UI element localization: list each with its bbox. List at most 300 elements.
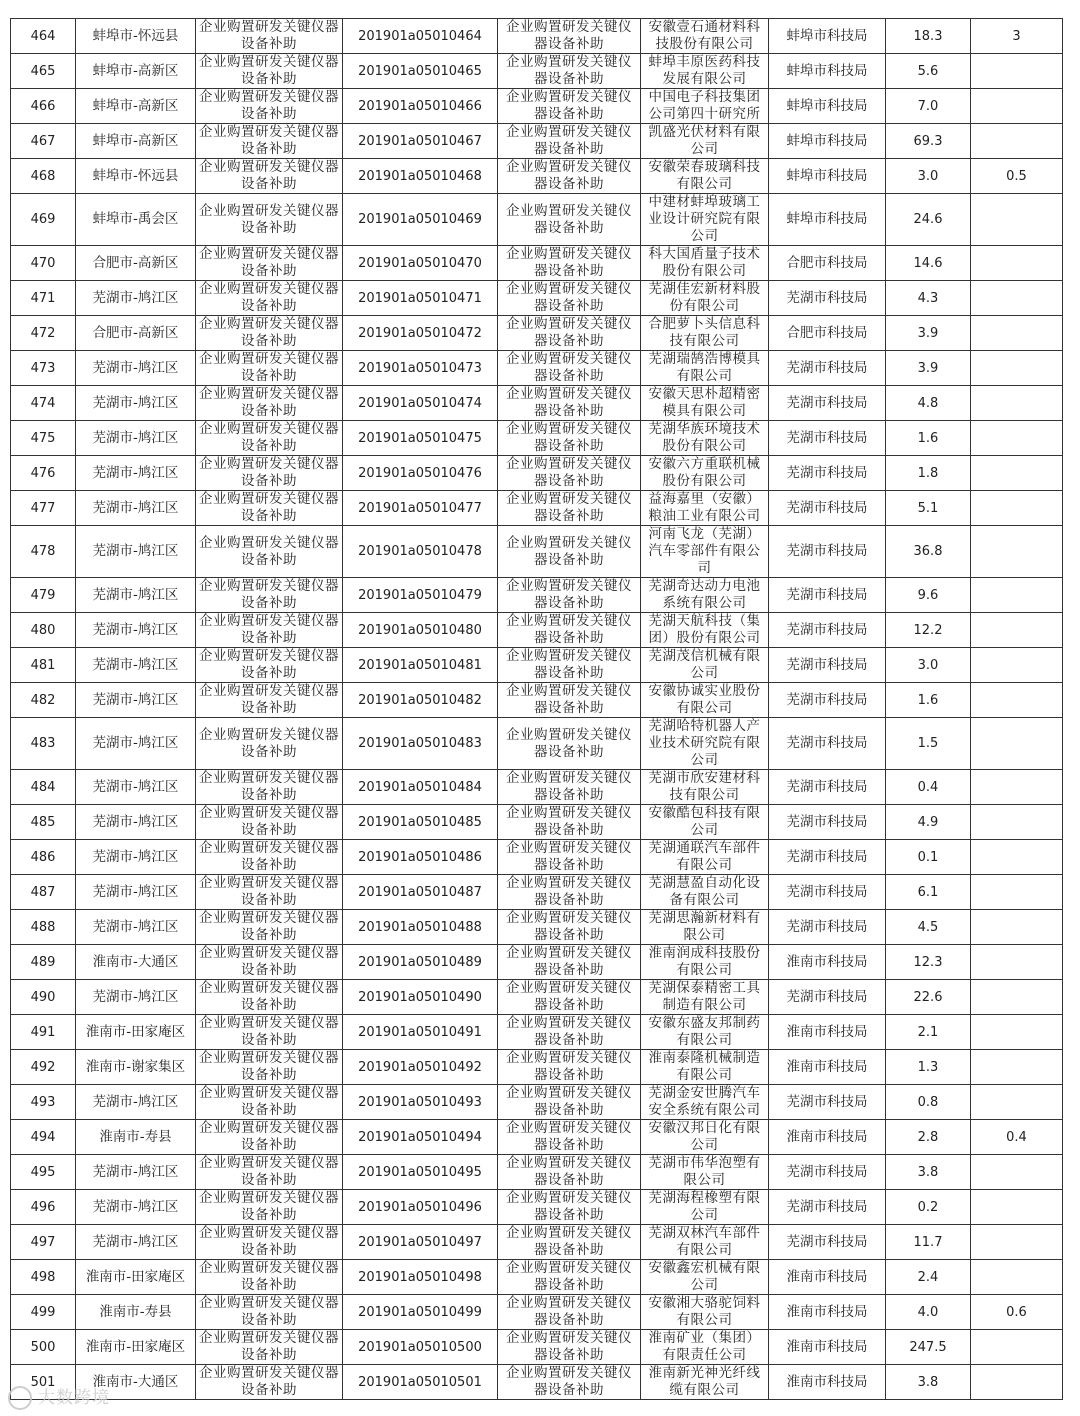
cell-company-name: 芜湖奇达动力电池系统有限公司 bbox=[641, 578, 769, 613]
table-row bbox=[11, 19, 1063, 54]
cell-recommending-unit: 芜湖市科技局 bbox=[769, 386, 886, 421]
cell-project-category: 企业购置研发关键仪器设备补助 bbox=[196, 1015, 343, 1050]
cell-project-code: 201901a05010487 bbox=[343, 875, 498, 910]
cell-company-name: 安徽荣春玻璃科技有限公司 bbox=[641, 159, 769, 194]
cell-region: 芜湖市-鸠江区 bbox=[76, 1085, 196, 1120]
cell-row-index: 494 bbox=[11, 1120, 76, 1155]
cell-region: 芜湖市-鸠江区 bbox=[76, 421, 196, 456]
table-row bbox=[11, 386, 1063, 421]
cell-row-index: 486 bbox=[11, 840, 76, 875]
table-row bbox=[11, 648, 1063, 683]
table-row bbox=[11, 456, 1063, 491]
cell-row-index: 492 bbox=[11, 1050, 76, 1085]
cell-project-category: 企业购置研发关键仪器设备补助 bbox=[196, 281, 343, 316]
cell-recommending-unit: 淮南市科技局 bbox=[769, 1330, 886, 1365]
cell-project-category: 企业购置研发关键仪器设备补助 bbox=[196, 1155, 343, 1190]
cell-region: 芜湖市-鸠江区 bbox=[76, 578, 196, 613]
table-row bbox=[11, 718, 1063, 770]
table-row bbox=[11, 491, 1063, 526]
cell-extra-amount bbox=[971, 421, 1063, 456]
cell-company-name: 安徽东盛友邦制药有限公司 bbox=[641, 1015, 769, 1050]
cell-project-code: 201901a05010476 bbox=[343, 456, 498, 491]
cell-extra-amount bbox=[971, 351, 1063, 386]
cell-project-code: 201901a05010481 bbox=[343, 648, 498, 683]
cell-subsidy-amount: 1.3 bbox=[886, 1050, 971, 1085]
cell-project-category: 企业购置研发关键仪器设备补助 bbox=[196, 1190, 343, 1225]
cell-extra-amount bbox=[971, 1260, 1063, 1295]
cell-row-index: 482 bbox=[11, 683, 76, 718]
cell-subsidy-amount: 0.4 bbox=[886, 770, 971, 805]
cell-project-code: 201901a05010494 bbox=[343, 1120, 498, 1155]
cell-region: 芜湖市-鸠江区 bbox=[76, 805, 196, 840]
cell-row-index: 471 bbox=[11, 281, 76, 316]
cell-support-direction: 企业购置研发关键仪器设备补助 bbox=[498, 1225, 641, 1260]
cell-company-name: 芜湖保泰精密工具制造有限公司 bbox=[641, 980, 769, 1015]
cell-project-category: 企业购置研发关键仪器设备补助 bbox=[196, 1295, 343, 1330]
cell-recommending-unit: 淮南市科技局 bbox=[769, 1050, 886, 1085]
cell-recommending-unit: 芜湖市科技局 bbox=[769, 491, 886, 526]
table-row bbox=[11, 980, 1063, 1015]
table-row bbox=[11, 910, 1063, 945]
table-row bbox=[11, 1015, 1063, 1050]
cell-company-name: 芜湖市伟华泡塑有限公司 bbox=[641, 1155, 769, 1190]
cell-support-direction: 企业购置研发关键仪器设备补助 bbox=[498, 980, 641, 1015]
cell-project-category: 企业购置研发关键仪器设备补助 bbox=[196, 526, 343, 578]
cell-support-direction: 企业购置研发关键仪器设备补助 bbox=[498, 159, 641, 194]
cell-recommending-unit: 芜湖市科技局 bbox=[769, 805, 886, 840]
cell-row-index: 477 bbox=[11, 491, 76, 526]
cell-region: 芜湖市-鸠江区 bbox=[76, 648, 196, 683]
cell-project-code: 201901a05010501 bbox=[343, 1365, 498, 1400]
cell-row-index: 491 bbox=[11, 1015, 76, 1050]
cell-recommending-unit: 淮南市科技局 bbox=[769, 1295, 886, 1330]
cell-region: 合肥市-高新区 bbox=[76, 246, 196, 281]
cell-project-code: 201901a05010482 bbox=[343, 683, 498, 718]
cell-region: 淮南市-大通区 bbox=[76, 1365, 196, 1400]
cell-extra-amount bbox=[971, 1050, 1063, 1085]
cell-subsidy-amount: 4.3 bbox=[886, 281, 971, 316]
cell-project-code: 201901a05010478 bbox=[343, 526, 498, 578]
cell-project-category: 企业购置研发关键仪器设备补助 bbox=[196, 613, 343, 648]
cell-region: 芜湖市-鸠江区 bbox=[76, 526, 196, 578]
cell-recommending-unit: 蚌埠市科技局 bbox=[769, 19, 886, 54]
cell-row-index: 490 bbox=[11, 980, 76, 1015]
cell-project-category: 企业购置研发关键仪器设备补助 bbox=[196, 1365, 343, 1400]
cell-subsidy-amount: 4.5 bbox=[886, 910, 971, 945]
cell-extra-amount: 0.4 bbox=[971, 1120, 1063, 1155]
cell-extra-amount bbox=[971, 194, 1063, 246]
cell-project-category: 企业购置研发关键仪器设备补助 bbox=[196, 770, 343, 805]
cell-region: 芜湖市-鸠江区 bbox=[76, 1190, 196, 1225]
cell-company-name: 芜湖天航科技（集团）股份有限公司 bbox=[641, 613, 769, 648]
cell-project-code: 201901a05010472 bbox=[343, 316, 498, 351]
cell-region: 芜湖市-鸠江区 bbox=[76, 456, 196, 491]
cell-recommending-unit: 淮南市科技局 bbox=[769, 1260, 886, 1295]
cell-region: 芜湖市-鸠江区 bbox=[76, 840, 196, 875]
cell-support-direction: 企业购置研发关键仪器设备补助 bbox=[498, 281, 641, 316]
cell-extra-amount bbox=[971, 526, 1063, 578]
cell-company-name: 安徽壹石通材料科技股份有限公司 bbox=[641, 19, 769, 54]
cell-company-name: 淮南新光神光纤线缆有限公司 bbox=[641, 1365, 769, 1400]
table-row bbox=[11, 1365, 1063, 1400]
cell-project-code: 201901a05010500 bbox=[343, 1330, 498, 1365]
cell-row-index: 485 bbox=[11, 805, 76, 840]
table-row bbox=[11, 1260, 1063, 1295]
cell-row-index: 480 bbox=[11, 613, 76, 648]
cell-project-category: 企业购置研发关键仪器设备补助 bbox=[196, 386, 343, 421]
cell-row-index: 472 bbox=[11, 316, 76, 351]
cell-subsidy-amount: 2.8 bbox=[886, 1120, 971, 1155]
cell-support-direction: 企业购置研发关键仪器设备补助 bbox=[498, 805, 641, 840]
cell-recommending-unit: 淮南市科技局 bbox=[769, 945, 886, 980]
cell-row-index: 487 bbox=[11, 875, 76, 910]
cell-extra-amount bbox=[971, 840, 1063, 875]
cell-recommending-unit: 蚌埠市科技局 bbox=[769, 89, 886, 124]
cell-extra-amount bbox=[971, 683, 1063, 718]
cell-project-code: 201901a05010499 bbox=[343, 1295, 498, 1330]
cell-project-code: 201901a05010483 bbox=[343, 718, 498, 770]
cell-subsidy-amount: 12.3 bbox=[886, 945, 971, 980]
table-row bbox=[11, 526, 1063, 578]
cell-project-code: 201901a05010488 bbox=[343, 910, 498, 945]
cell-company-name: 安徽汉邦日化有限公司 bbox=[641, 1120, 769, 1155]
cell-support-direction: 企业购置研发关键仪器设备补助 bbox=[498, 89, 641, 124]
cell-recommending-unit: 蚌埠市科技局 bbox=[769, 54, 886, 89]
cell-subsidy-amount: 11.7 bbox=[886, 1225, 971, 1260]
cell-project-code: 201901a05010468 bbox=[343, 159, 498, 194]
cell-row-index: 501 bbox=[11, 1365, 76, 1400]
cell-project-code: 201901a05010497 bbox=[343, 1225, 498, 1260]
cell-support-direction: 企业购置研发关键仪器设备补助 bbox=[498, 1120, 641, 1155]
cell-subsidy-amount: 5.6 bbox=[886, 54, 971, 89]
table-row bbox=[11, 281, 1063, 316]
cell-region: 芜湖市-鸠江区 bbox=[76, 351, 196, 386]
cell-recommending-unit: 芜湖市科技局 bbox=[769, 1190, 886, 1225]
cell-row-index: 499 bbox=[11, 1295, 76, 1330]
cell-support-direction: 企业购置研发关键仪器设备补助 bbox=[498, 683, 641, 718]
cell-project-category: 企业购置研发关键仪器设备补助 bbox=[196, 1225, 343, 1260]
cell-project-code: 201901a05010492 bbox=[343, 1050, 498, 1085]
cell-recommending-unit: 芜湖市科技局 bbox=[769, 875, 886, 910]
cell-recommending-unit: 芜湖市科技局 bbox=[769, 526, 886, 578]
cell-company-name: 科大国盾量子技术股份有限公司 bbox=[641, 246, 769, 281]
cell-region: 芜湖市-鸠江区 bbox=[76, 980, 196, 1015]
cell-row-index: 493 bbox=[11, 1085, 76, 1120]
table-row bbox=[11, 875, 1063, 910]
watermark bbox=[8, 1383, 110, 1410]
cell-subsidy-amount: 2.4 bbox=[886, 1260, 971, 1295]
cell-recommending-unit: 淮南市科技局 bbox=[769, 1120, 886, 1155]
subsidy-table bbox=[10, 18, 1063, 1400]
cell-company-name: 安徽协诚实业股份有限公司 bbox=[641, 683, 769, 718]
cell-region: 芜湖市-鸠江区 bbox=[76, 718, 196, 770]
cell-support-direction: 企业购置研发关键仪器设备补助 bbox=[498, 1260, 641, 1295]
cell-project-code: 201901a05010490 bbox=[343, 980, 498, 1015]
table-row bbox=[11, 246, 1063, 281]
cell-region: 芜湖市-鸠江区 bbox=[76, 491, 196, 526]
cell-region: 淮南市-寿县 bbox=[76, 1295, 196, 1330]
cell-project-category: 企业购置研发关键仪器设备补助 bbox=[196, 648, 343, 683]
cell-region: 蚌埠市-高新区 bbox=[76, 89, 196, 124]
cell-row-index: 489 bbox=[11, 945, 76, 980]
cell-subsidy-amount: 1.8 bbox=[886, 456, 971, 491]
table-row bbox=[11, 1085, 1063, 1120]
cell-extra-amount bbox=[971, 648, 1063, 683]
cell-support-direction: 企业购置研发关键仪器设备补助 bbox=[498, 578, 641, 613]
cell-subsidy-amount: 3.0 bbox=[886, 159, 971, 194]
cell-row-index: 470 bbox=[11, 246, 76, 281]
cell-project-code: 201901a05010486 bbox=[343, 840, 498, 875]
cell-region: 合肥市-高新区 bbox=[76, 316, 196, 351]
cell-company-name: 益海嘉里（安徽）粮油工业有限公司 bbox=[641, 491, 769, 526]
table-row bbox=[11, 351, 1063, 386]
cell-extra-amount bbox=[971, 578, 1063, 613]
table-row bbox=[11, 316, 1063, 351]
cell-extra-amount bbox=[971, 980, 1063, 1015]
cell-subsidy-amount: 1.6 bbox=[886, 421, 971, 456]
cell-project-category: 企业购置研发关键仪器设备补助 bbox=[196, 246, 343, 281]
cell-subsidy-amount: 0.8 bbox=[886, 1085, 971, 1120]
cell-project-category: 企业购置研发关键仪器设备补助 bbox=[196, 1085, 343, 1120]
cell-recommending-unit: 芜湖市科技局 bbox=[769, 840, 886, 875]
table-row bbox=[11, 1155, 1063, 1190]
table-row bbox=[11, 159, 1063, 194]
cell-row-index: 484 bbox=[11, 770, 76, 805]
cell-company-name: 中建材蚌埠玻璃工业设计研究院有限公司 bbox=[641, 194, 769, 246]
cell-subsidy-amount: 24.6 bbox=[886, 194, 971, 246]
cell-extra-amount bbox=[971, 246, 1063, 281]
cell-extra-amount bbox=[971, 124, 1063, 159]
table-row bbox=[11, 1225, 1063, 1260]
cell-company-name: 芜湖市欣安建材科技有限公司 bbox=[641, 770, 769, 805]
cell-support-direction: 企业购置研发关键仪器设备补助 bbox=[498, 718, 641, 770]
cell-project-category: 企业购置研发关键仪器设备补助 bbox=[196, 980, 343, 1015]
cell-support-direction: 企业购置研发关键仪器设备补助 bbox=[498, 194, 641, 246]
cell-extra-amount: 3 bbox=[971, 19, 1063, 54]
cell-company-name: 安徽湘大骆驼饲料有限公司 bbox=[641, 1295, 769, 1330]
cell-subsidy-amount: 0.2 bbox=[886, 1190, 971, 1225]
cell-project-category: 企业购置研发关键仪器设备补助 bbox=[196, 316, 343, 351]
subsidy-table-sheet bbox=[10, 18, 1062, 1400]
cell-company-name: 芜湖海程橡塑有限公司 bbox=[641, 1190, 769, 1225]
watermark-logo-icon bbox=[8, 1386, 32, 1410]
cell-support-direction: 企业购置研发关键仪器设备补助 bbox=[498, 840, 641, 875]
cell-recommending-unit: 芜湖市科技局 bbox=[769, 980, 886, 1015]
cell-row-index: 496 bbox=[11, 1190, 76, 1225]
cell-project-code: 201901a05010479 bbox=[343, 578, 498, 613]
cell-region: 芜湖市-鸠江区 bbox=[76, 1155, 196, 1190]
cell-company-name: 芜湖华族环境技术股份有限公司 bbox=[641, 421, 769, 456]
cell-support-direction: 企业购置研发关键仪器设备补助 bbox=[498, 246, 641, 281]
cell-support-direction: 企业购置研发关键仪器设备补助 bbox=[498, 945, 641, 980]
cell-region: 蚌埠市-高新区 bbox=[76, 54, 196, 89]
cell-project-category: 企业购置研发关键仪器设备补助 bbox=[196, 194, 343, 246]
cell-subsidy-amount: 1.5 bbox=[886, 718, 971, 770]
cell-recommending-unit: 芜湖市科技局 bbox=[769, 1155, 886, 1190]
cell-project-code: 201901a05010493 bbox=[343, 1085, 498, 1120]
cell-support-direction: 企业购置研发关键仪器设备补助 bbox=[498, 316, 641, 351]
cell-company-name: 淮南泰隆机械制造有限公司 bbox=[641, 1050, 769, 1085]
cell-subsidy-amount: 3.0 bbox=[886, 648, 971, 683]
cell-project-code: 201901a05010498 bbox=[343, 1260, 498, 1295]
cell-project-code: 201901a05010484 bbox=[343, 770, 498, 805]
cell-recommending-unit: 芜湖市科技局 bbox=[769, 351, 886, 386]
table-row bbox=[11, 945, 1063, 980]
cell-extra-amount bbox=[971, 910, 1063, 945]
cell-row-index: 497 bbox=[11, 1225, 76, 1260]
cell-row-index: 483 bbox=[11, 718, 76, 770]
cell-extra-amount bbox=[971, 1225, 1063, 1260]
cell-extra-amount bbox=[971, 316, 1063, 351]
cell-support-direction: 企业购置研发关键仪器设备补助 bbox=[498, 351, 641, 386]
cell-support-direction: 企业购置研发关键仪器设备补助 bbox=[498, 1295, 641, 1330]
cell-extra-amount bbox=[971, 1085, 1063, 1120]
cell-support-direction: 企业购置研发关键仪器设备补助 bbox=[498, 421, 641, 456]
table-body bbox=[11, 19, 1063, 1400]
cell-project-category: 企业购置研发关键仪器设备补助 bbox=[196, 910, 343, 945]
cell-region: 芜湖市-鸠江区 bbox=[76, 386, 196, 421]
cell-recommending-unit: 芜湖市科技局 bbox=[769, 421, 886, 456]
cell-company-name: 安徽天思朴超精密模具有限公司 bbox=[641, 386, 769, 421]
cell-project-category: 企业购置研发关键仪器设备补助 bbox=[196, 491, 343, 526]
cell-support-direction: 企业购置研发关键仪器设备补助 bbox=[498, 770, 641, 805]
cell-subsidy-amount: 6.1 bbox=[886, 875, 971, 910]
cell-extra-amount bbox=[971, 1365, 1063, 1400]
cell-subsidy-amount: 36.8 bbox=[886, 526, 971, 578]
cell-project-category: 企业购置研发关键仪器设备补助 bbox=[196, 54, 343, 89]
cell-project-category: 企业购置研发关键仪器设备补助 bbox=[196, 19, 343, 54]
cell-project-category: 企业购置研发关键仪器设备补助 bbox=[196, 875, 343, 910]
cell-company-name: 芜湖金安世腾汽车安全系统有限公司 bbox=[641, 1085, 769, 1120]
cell-support-direction: 企业购置研发关键仪器设备补助 bbox=[498, 1330, 641, 1365]
cell-recommending-unit: 合肥市科技局 bbox=[769, 316, 886, 351]
cell-project-code: 201901a05010485 bbox=[343, 805, 498, 840]
cell-row-index: 488 bbox=[11, 910, 76, 945]
cell-row-index: 474 bbox=[11, 386, 76, 421]
cell-subsidy-amount: 7.0 bbox=[886, 89, 971, 124]
cell-recommending-unit: 芜湖市科技局 bbox=[769, 578, 886, 613]
cell-company-name: 安徽六方重联机械股份有限公司 bbox=[641, 456, 769, 491]
cell-extra-amount bbox=[971, 613, 1063, 648]
cell-subsidy-amount: 14.6 bbox=[886, 246, 971, 281]
cell-recommending-unit: 蚌埠市科技局 bbox=[769, 194, 886, 246]
table-row bbox=[11, 1190, 1063, 1225]
cell-subsidy-amount: 5.1 bbox=[886, 491, 971, 526]
cell-recommending-unit: 淮南市科技局 bbox=[769, 1365, 886, 1400]
cell-project-category: 企业购置研发关键仪器设备补助 bbox=[196, 718, 343, 770]
cell-row-index: 468 bbox=[11, 159, 76, 194]
cell-extra-amount bbox=[971, 281, 1063, 316]
cell-recommending-unit: 蚌埠市科技局 bbox=[769, 159, 886, 194]
cell-company-name: 芜湖慧盈自动化设备有限公司 bbox=[641, 875, 769, 910]
cell-project-category: 企业购置研发关键仪器设备补助 bbox=[196, 1330, 343, 1365]
cell-company-name: 安徽酷包科技有限公司 bbox=[641, 805, 769, 840]
cell-project-category: 企业购置研发关键仪器设备补助 bbox=[196, 683, 343, 718]
table-row bbox=[11, 1295, 1063, 1330]
cell-extra-amount bbox=[971, 1330, 1063, 1365]
cell-project-category: 企业购置研发关键仪器设备补助 bbox=[196, 456, 343, 491]
cell-row-index: 465 bbox=[11, 54, 76, 89]
table-row bbox=[11, 1050, 1063, 1085]
cell-project-code: 201901a05010467 bbox=[343, 124, 498, 159]
cell-support-direction: 企业购置研发关键仪器设备补助 bbox=[498, 875, 641, 910]
cell-subsidy-amount: 69.3 bbox=[886, 124, 971, 159]
cell-project-category: 企业购置研发关键仪器设备补助 bbox=[196, 578, 343, 613]
cell-extra-amount: 0.5 bbox=[971, 159, 1063, 194]
cell-row-index: 498 bbox=[11, 1260, 76, 1295]
cell-project-code: 201901a05010474 bbox=[343, 386, 498, 421]
cell-support-direction: 企业购置研发关键仪器设备补助 bbox=[498, 526, 641, 578]
cell-support-direction: 企业购置研发关键仪器设备补助 bbox=[498, 456, 641, 491]
cell-project-category: 企业购置研发关键仪器设备补助 bbox=[196, 351, 343, 386]
cell-company-name: 芜湖佳宏新材料股份有限公司 bbox=[641, 281, 769, 316]
cell-company-name: 凯盛光伏材料有限公司 bbox=[641, 124, 769, 159]
table-row bbox=[11, 421, 1063, 456]
cell-region: 淮南市-大通区 bbox=[76, 945, 196, 980]
cell-support-direction: 企业购置研发关键仪器设备补助 bbox=[498, 1050, 641, 1085]
cell-project-code: 201901a05010464 bbox=[343, 19, 498, 54]
watermark-text: 大数跨境 bbox=[38, 1388, 110, 1408]
cell-subsidy-amount: 4.0 bbox=[886, 1295, 971, 1330]
cell-support-direction: 企业购置研发关键仪器设备补助 bbox=[498, 19, 641, 54]
cell-project-category: 企业购置研发关键仪器设备补助 bbox=[196, 124, 343, 159]
table-row bbox=[11, 770, 1063, 805]
cell-support-direction: 企业购置研发关键仪器设备补助 bbox=[498, 386, 641, 421]
table-row bbox=[11, 578, 1063, 613]
cell-subsidy-amount: 1.6 bbox=[886, 683, 971, 718]
cell-subsidy-amount: 0.1 bbox=[886, 840, 971, 875]
cell-subsidy-amount: 4.9 bbox=[886, 805, 971, 840]
cell-recommending-unit: 芜湖市科技局 bbox=[769, 456, 886, 491]
cell-project-category: 企业购置研发关键仪器设备补助 bbox=[196, 840, 343, 875]
cell-company-name: 河南飞龙（芜湖）汽车零部件有限公司 bbox=[641, 526, 769, 578]
cell-support-direction: 企业购置研发关键仪器设备补助 bbox=[498, 910, 641, 945]
cell-recommending-unit: 芜湖市科技局 bbox=[769, 281, 886, 316]
table-row bbox=[11, 54, 1063, 89]
cell-project-category: 企业购置研发关键仪器设备补助 bbox=[196, 1120, 343, 1155]
cell-project-code: 201901a05010491 bbox=[343, 1015, 498, 1050]
table-row bbox=[11, 124, 1063, 159]
cell-extra-amount bbox=[971, 1155, 1063, 1190]
cell-subsidy-amount: 2.1 bbox=[886, 1015, 971, 1050]
cell-extra-amount: 0.6 bbox=[971, 1295, 1063, 1330]
cell-support-direction: 企业购置研发关键仪器设备补助 bbox=[498, 648, 641, 683]
cell-region: 蚌埠市-禹会区 bbox=[76, 194, 196, 246]
cell-support-direction: 企业购置研发关键仪器设备补助 bbox=[498, 1365, 641, 1400]
cell-subsidy-amount: 3.9 bbox=[886, 316, 971, 351]
cell-project-code: 201901a05010496 bbox=[343, 1190, 498, 1225]
cell-region: 淮南市-田家庵区 bbox=[76, 1260, 196, 1295]
cell-support-direction: 企业购置研发关键仪器设备补助 bbox=[498, 124, 641, 159]
cell-company-name: 中国电子科技集团公司第四十研究所 bbox=[641, 89, 769, 124]
cell-support-direction: 企业购置研发关键仪器设备补助 bbox=[498, 613, 641, 648]
cell-project-category: 企业购置研发关键仪器设备补助 bbox=[196, 1050, 343, 1085]
cell-subsidy-amount: 9.6 bbox=[886, 578, 971, 613]
cell-extra-amount bbox=[971, 456, 1063, 491]
table-row bbox=[11, 1120, 1063, 1155]
cell-subsidy-amount: 3.9 bbox=[886, 351, 971, 386]
cell-row-index: 495 bbox=[11, 1155, 76, 1190]
cell-support-direction: 企业购置研发关键仪器设备补助 bbox=[498, 491, 641, 526]
table-row bbox=[11, 1330, 1063, 1365]
cell-project-code: 201901a05010495 bbox=[343, 1155, 498, 1190]
cell-region: 淮南市-谢家集区 bbox=[76, 1050, 196, 1085]
cell-recommending-unit: 芜湖市科技局 bbox=[769, 718, 886, 770]
table-row bbox=[11, 613, 1063, 648]
cell-extra-amount bbox=[971, 89, 1063, 124]
table-row bbox=[11, 194, 1063, 246]
cell-row-index: 469 bbox=[11, 194, 76, 246]
